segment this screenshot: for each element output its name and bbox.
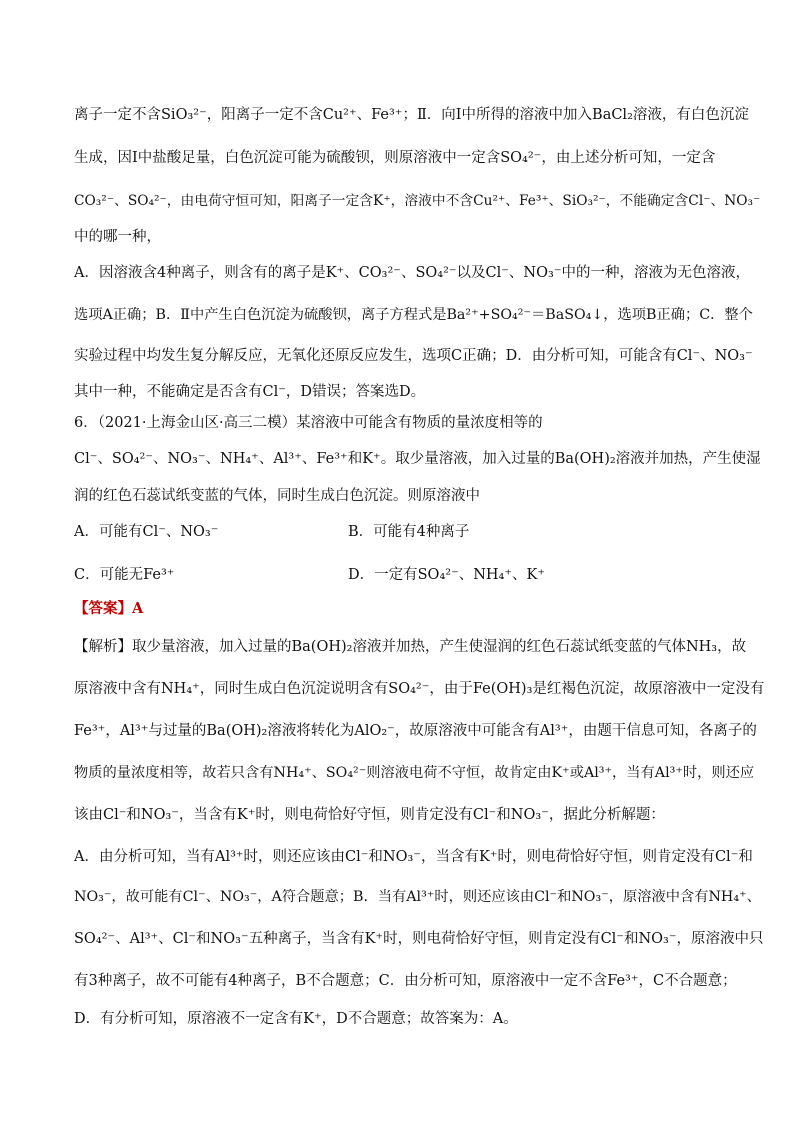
analysis-line: 有3种离子，故不可能有4种离子，B不合题意；C．由分析可知，原溶液中一定不含Fe³⁺，C不合题意； (74, 973, 737, 989)
analysis-line: 该由Cl⁻和NO₃⁻，当含有K⁺时，则电荷恰好守恒，则肯定没有Cl⁻和NO₃⁻，据此分析解题： (74, 807, 665, 823)
analysis-line: SO₄²⁻、Al³⁺、Cl⁻和NO₃⁻五种离子，当含有K⁺时，则电荷恰好守恒，则肯定没有Cl⁻和NO₃⁻，原溶液中只 (74, 931, 764, 947)
option-c: C．可能无Fe³⁺ (74, 567, 175, 583)
passage-line: CO₃²⁻、SO₄²⁻，由电荷守恒可知，阳离子一定含K⁺，溶液中不含Cu²⁺、Fe³⁺、SiO₃²⁻，不能确定含Cl⁻、NO₃⁻ (74, 193, 761, 209)
answer-label: 【答案】A (74, 600, 144, 617)
option-d: D．一定有SO₄²⁻、NH₄⁺、K⁺ (348, 567, 546, 583)
analysis-line: A．由分析可知，当有Al³⁺时，则还应该由Cl⁻和NO₃⁻，当含有K⁺时，则电荷恰好守恒，则肯定没有Cl⁻和 (74, 849, 753, 865)
analysis-line: 【解析】取少量溶液，加入过量的Ba(OH)₂溶液并加热，产生使湿润的红色石蕊试纸变蓝的气体NH₃，故 (74, 639, 747, 655)
question-stem: 润的红色石蕊试纸变蓝的气体，同时生成白色沉淀。则原溶液中 (74, 488, 480, 504)
option-a: A．可能有Cl⁻、NO₃⁻ (74, 524, 219, 540)
passage-line: 生成，因Ⅰ中盐酸足量，白色沉淀可能为硫酸钡，则原溶液中一定含SO₄²⁻，由上述分析可知，一定含 (74, 150, 716, 166)
option-b: B．可能有4种离子 (348, 524, 470, 540)
question-stem: 6．（2021·上海金山区·高三二模）某溶液中可能含有物质的量浓度相等的 (74, 415, 543, 431)
passage-line: 其中一种，不能确定是否含有Cl⁻，D错误；答案选D。 (74, 384, 426, 400)
question-stem: Cl⁻、SO₄²⁻、NO₃⁻、NH₄⁺、Al³⁺、Fe³⁺和K⁺。取少量溶液，加入过量的Ba(OH)₂溶液并加热，产生使湿 (74, 451, 761, 467)
passage-line: A．因溶液含4种离子，则含有的离子是K⁺、CO₃²⁻、SO₄²⁻以及Cl⁻、NO₃⁻中的一种，溶液为无色溶液， (74, 265, 750, 281)
passage-line: 实验过程中均发生复分解反应，无氧化还原反应发生，选项C正确；D．由分析可知，可能含有Cl⁻、NO₃⁻ (74, 348, 753, 364)
passage-line: 选项A正确；B．Ⅱ中产生白色沉淀为硫酸钡，离子方程式是Ba²⁺+SO₄²⁻＝BaSO₄↓，选项B正确；C．整个 (74, 307, 753, 323)
analysis-line: 物质的量浓度相等，故若只含有NH₄⁺、SO₄²⁻则溶液电荷不守恒，故肯定由K⁺或Al³⁺，当有Al³⁺时，则还应 (74, 765, 755, 781)
analysis-line: 原溶液中含有NH₄⁺，同时生成白色沉淀说明含有SO₄²⁻，由于Fe(OH)₃是红褐色沉淀，故原溶液中一定没有 (74, 681, 765, 697)
passage-line: 中的哪一种， (74, 229, 161, 245)
passage-line: 离子一定不含SiO₃²⁻，阳离子一定不含Cu²⁺、Fe³⁺；Ⅱ．向Ⅰ中所得的溶液中加入BaCl₂溶液，有白色沉淀 (74, 107, 749, 123)
analysis-line: Fe³⁺，Al³⁺与过量的Ba(OH)₂溶液将转化为AlO₂⁻，故原溶液中可能含有Al³⁺，由题干信息可知，各离子的 (74, 723, 757, 739)
analysis-line: NO₃⁻，故可能有Cl⁻、NO₃⁻，A符合题意；B．当有Al³⁺时，则还应该由Cl⁻和NO₃⁻，原溶液中含有NH₄⁺、 (74, 889, 761, 905)
analysis-line: D．有分析可知，原溶液不一定含有K⁺，D不合题意；故答案为：A。 (74, 1011, 518, 1027)
